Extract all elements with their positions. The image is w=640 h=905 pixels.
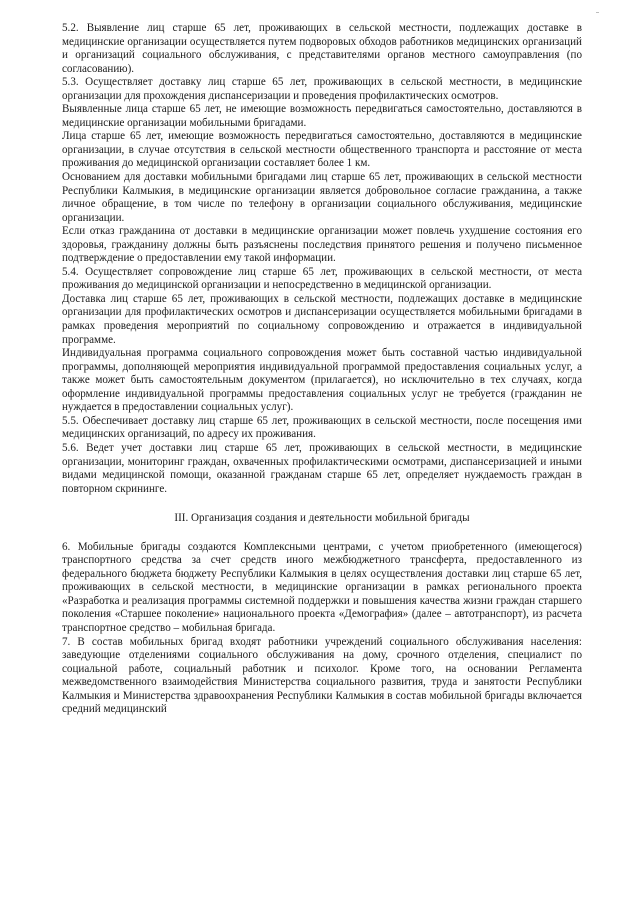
paragraph-5-3-identified: Выявленные лица старше 65 лет, не имеющие возможность передвигаться самостоятельно, доставляются в медицинские организации мобильными бригадами. — [62, 103, 582, 129]
paragraph-5-6: 5.6. Ведет учет доставки лиц старше 65 лет, проживающих в сельской местности, в медицинские организации, мониторинг граждан, охваченных профилактическими осмотрами, диспансеризацией и иными видами медицинской помощи, оказанной гражданам старше 65 лет, определяет нуждаемость граждан в повторном скрининге. — [62, 441, 582, 495]
paragraph-5-3: 5.3. Осуществляет доставку лиц старше 65 лет, проживающих в сельской местности, в медицинские организации для прохождения диспансеризации и проведения профилактических осмотров. — [62, 76, 582, 102]
document-body — [62, 22, 582, 717]
scan-mark — [596, 12, 599, 13]
paragraph-6: 6. Мобильные бригады создаются Комплексными центрами, с учетом приобретенного (имеющегося) транспортного средства за счет средств иного межбюджетного трансферта, предоставленного из федерального бюджета бюджету Республики Калмыкия в целях осуществления доставки лиц старше 65 лет, проживающих в сельской местности, в медицинские организации в рамках регионального проекта «Разработка и реализация программы системной поддержки и повышения качества жизни граждан старшего поколения «Старшее поколение» национального проекта «Демография» (далее – автотранспорт), из расчета транспортное средство – мобильная бригада. — [62, 540, 582, 634]
paragraph-5-3-refusal: Если отказ гражданина от доставки в медицинские организации может повлечь ухудшение состояния его здоровья, гражданину должны быть разъяснены последствия принятого решения и получено письменное подтверждение о предоставлении ему такой информации. — [62, 225, 582, 265]
paragraph-5-5: 5.5. Обеспечивает доставку лиц старше 65 лет, проживающих в сельской местности, после посещения ими медицинских организаций, по адресу их проживания. — [62, 414, 582, 441]
paragraph-5-4-delivery: Доставка лиц старше 65 лет, проживающих в сельской местности, подлежащих доставке в медицинские организации для профилактических осмотров и диспансеризации осуществляется мобильными бригадами в рамках проведения мероприятий по социальному сопровождению и отражается в индивидуальной программе. — [62, 292, 582, 346]
paragraph-5-3-basis: Основанием для доставки мобильными бригадами лиц старше 65 лет, проживающих в сельской местности Республики Калмыкия, в медицинские организации является добровольное согласие гражданина, а также личное обращение, в том числе по телефону в организации социального обслуживания, медицинские организации. — [62, 171, 582, 224]
paragraph-5-3-self-moving: Лица старше 65 лет, имеющие возможность передвигаться самостоятельно, доставляются в медицинские организации, в случае отсутствия в сельской местности общественного транспорта и расстояние от места проживания до медицинской организации составляет более 1 км. — [62, 130, 582, 170]
paragraph-7: 7. В состав мобильных бригад входят работники учреждений социального обслуживания населения: заведующие отделениями социального обслуживания на дому, срочного отделения, специалист по социальной работе, социальный работник и психолог. Кроме того, на основании Регламента межведомственного взаимодействия Министерства социального развития, труда и занятости Республики Калмыкия и Министерства здравоохранения Республики Калмыкия в состав мобильной бригады включается средний медицинский — [62, 635, 582, 716]
paragraph-5-4-program: Индивидуальная программа социального сопровождения может быть составной частью индивидуальной программы, дополняющей мероприятия индивидуальной программой предоставления социальных услуг, а также может быть самостоятельным документом (прилагается), но исключительно в тех случаях, когда оформление индивидуальной программы предоставления социальных услуг не требуется (гражданин не нуждается в предоставлении социальных услуг). — [62, 347, 582, 414]
section-heading: III. Организация создания и деятельности мобильной бригады — [174, 512, 470, 525]
paragraph-5-2: 5.2. Выявление лиц старше 65 лет, проживающих в сельской местности, подлежащих доставке в медицинские организации осуществляется путем подворовых обходов работников медицинских организаций и организаций социального обслуживания, с представителями органов местного самоуправления (по согласованию). — [62, 22, 582, 75]
paragraph-5-4: 5.4. Осуществляет сопровождение лиц старше 65 лет, проживающих в сельской местности, от места проживания до медицинской организации и непосредственно в медицинской организации. — [62, 265, 582, 292]
